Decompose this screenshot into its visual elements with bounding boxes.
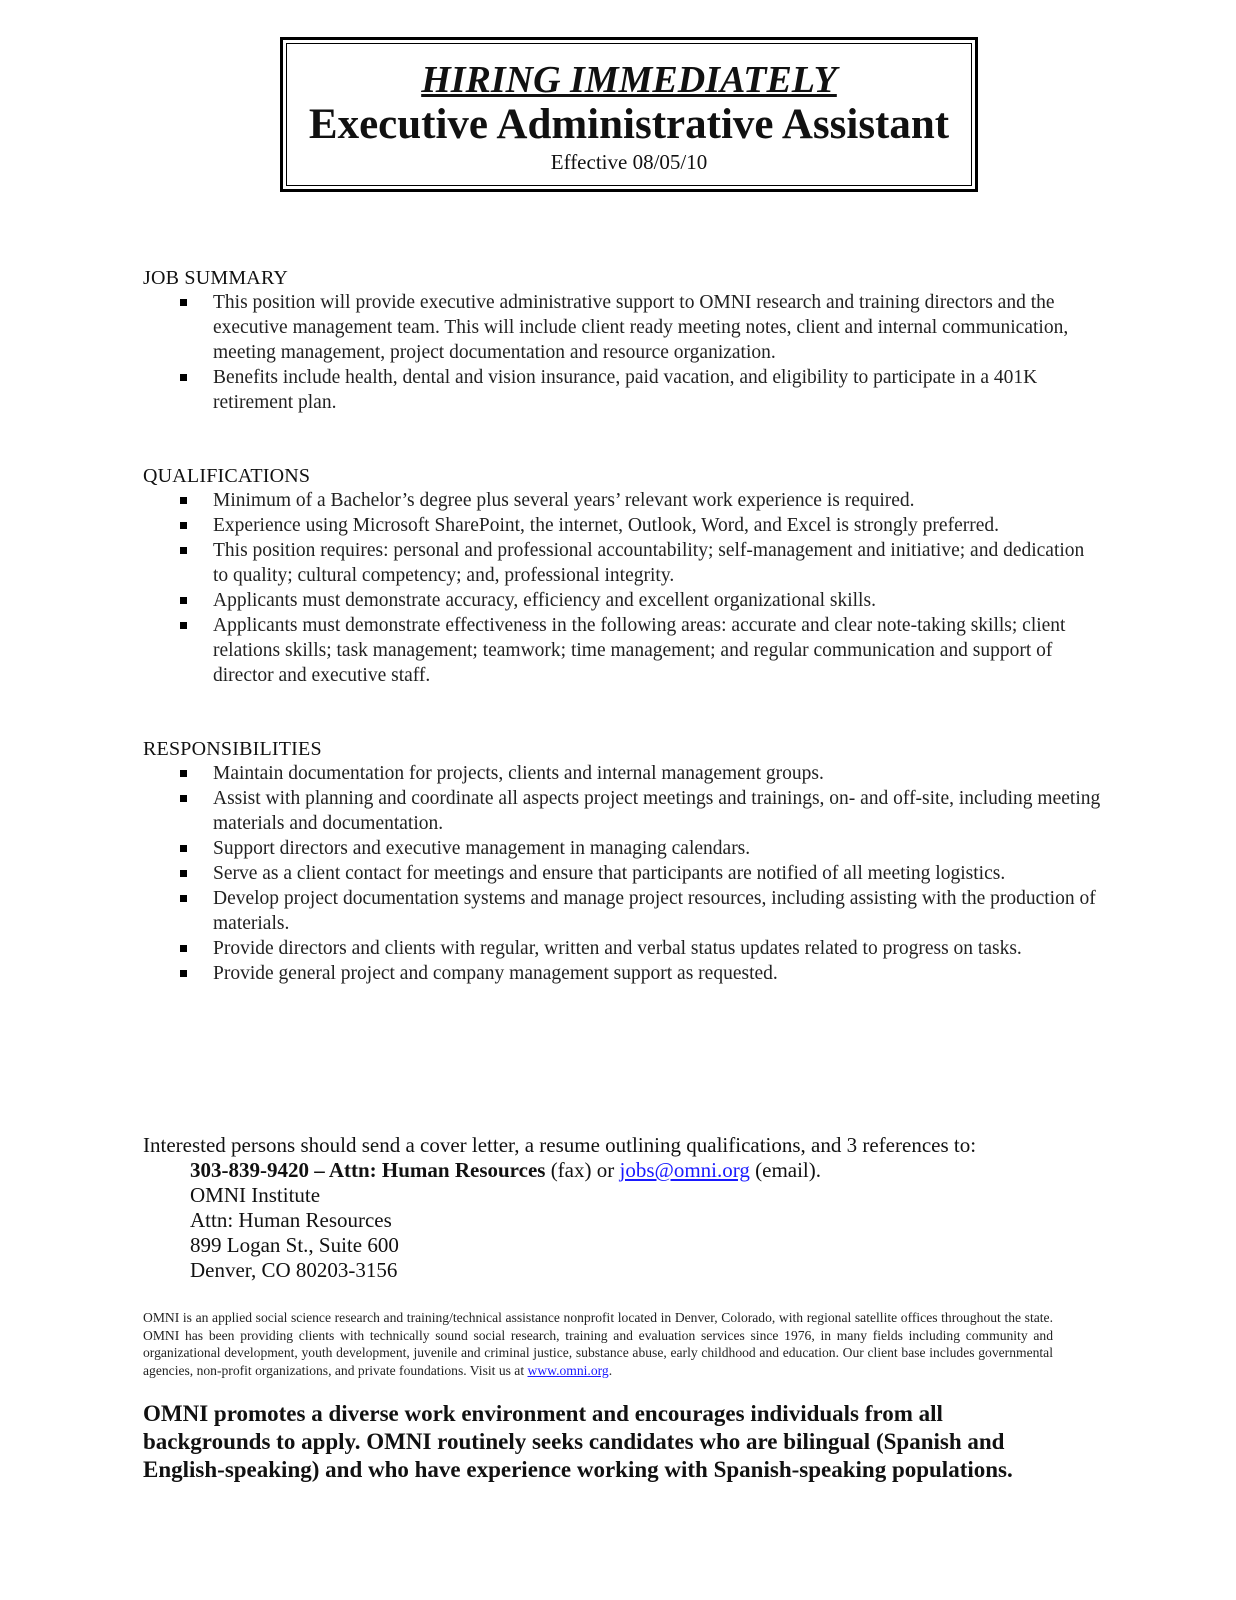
list-item: This position requires: personal and professional accountability; self-management and initiative; and dedication to quality; cultural competency; and, professional integrity. (143, 538, 1103, 588)
street-address: 899 Logan St., Suite 600 (190, 1233, 399, 1257)
list-item: Serve as a client contact for meetings and ensure that participants are notified of all meeting logistics. (143, 861, 1103, 886)
contact-section (143, 1133, 1103, 1283)
list-item: Assist with planning and coordinate all aspects project meetings and trainings, on- and off-site, including meeting materials and documentation. (143, 786, 1103, 836)
square-bullet-icon (180, 497, 187, 504)
square-bullet-icon (180, 795, 187, 802)
effective-date: Effective 08/05/10 (550, 150, 708, 174)
org-name: OMNI Institute (190, 1183, 321, 1207)
title-box-inner (286, 43, 972, 186)
hiring-banner: HIRING IMMEDIATELY (421, 59, 837, 101)
square-bullet-icon (180, 970, 187, 977)
list-item: Minimum of a Bachelor’s degree plus several years’ relevant work experience is required. (143, 488, 1103, 513)
contact-intro: Interested persons should send a cover letter, a resume outlining qualifications, and 3 references to: (143, 1133, 977, 1157)
section-heading: JOB SUMMARY (143, 267, 289, 289)
city-state-zip: Denver, CO 80203-3156 (190, 1258, 398, 1282)
square-bullet-icon (180, 845, 187, 852)
fax-number: 303-839-9420 – Attn: Human Resources (190, 1158, 546, 1182)
job-summary-list (143, 290, 1103, 415)
website-link[interactable]: www.omni.org (527, 1362, 609, 1378)
list-item: Applicants must demonstrate effectiveness in the following areas: accurate and clear note-taking skills; client relations skills; task management; teamwork; time management; and regular communication and support of director and executive staff. (143, 613, 1103, 688)
job-title: Executive Administrative Assistant (308, 101, 950, 148)
job-summary-section (143, 266, 1103, 415)
diversity-statement: OMNI promotes a diverse work environment and encourages individuals from all backgrounds to apply. OMNI routinely seeks candidates who are bilingual (Spanish and English-speaking) and who have experience working with Spanish-speaking populations. (143, 1401, 1013, 1482)
qualifications-section (143, 464, 1103, 688)
qualifications-list (143, 488, 1103, 688)
list-item: Applicants must demonstrate accuracy, efficiency and excellent organizational skills. (143, 588, 1103, 613)
attn-line: Attn: Human Resources (190, 1208, 392, 1232)
section-heading: QUALIFICATIONS (143, 465, 311, 487)
list-item: Develop project documentation systems and manage project resources, including assisting with the production of materials. (143, 886, 1103, 936)
square-bullet-icon (180, 770, 187, 777)
list-item: This position will provide executive administrative support to OMNI research and training directors and the executive management team. This will include client ready meeting notes, client and internal communication, meeting management, project documentation and resource organization. (143, 290, 1103, 365)
square-bullet-icon (180, 895, 187, 902)
contact-details (143, 1158, 1103, 1283)
list-item: Experience using Microsoft SharePoint, the internet, Outlook, Word, and Excel is strongly preferred. (143, 513, 1103, 538)
square-bullet-icon (180, 870, 187, 877)
square-bullet-icon (180, 622, 187, 629)
list-item: Support directors and executive management in managing calendars. (143, 836, 1103, 861)
title-box (280, 37, 978, 192)
about-omni: OMNI is an applied social science research and training/technical assistance nonprofit located in Denver, Colorado, with regional satellite offices throughout the state. OMNI has been providing clients with technically sound social research, training and evaluation services since 1976, in many fields including community and organizational development, youth development, juvenile and criminal justice, substance abuse, early childhood and education. Our client base includes governmental agencies, non-profit organizations, and private foundations. Visit us at www.omni.org. (143, 1310, 1053, 1378)
square-bullet-icon (180, 945, 187, 952)
fax-email-line: 303-839-9420 – Attn: Human Resources (fax) or jobs@omni.org (email). (190, 1158, 822, 1182)
section-heading: RESPONSIBILITIES (143, 738, 322, 760)
square-bullet-icon (180, 299, 187, 306)
square-bullet-icon (180, 597, 187, 604)
square-bullet-icon (180, 547, 187, 554)
email-link[interactable]: jobs@omni.org (619, 1158, 750, 1182)
list-item: Maintain documentation for projects, clients and internal management groups. (143, 761, 1103, 786)
list-item: Provide general project and company management support as requested. (143, 961, 1103, 986)
list-item: Provide directors and clients with regular, written and verbal status updates related to progress on tasks. (143, 936, 1103, 961)
list-item: Benefits include health, dental and vision insurance, paid vacation, and eligibility to participate in a 401K retirement plan. (143, 365, 1103, 415)
square-bullet-icon (180, 374, 187, 381)
responsibilities-list (143, 761, 1103, 986)
square-bullet-icon (180, 522, 187, 529)
responsibilities-section (143, 737, 1103, 986)
